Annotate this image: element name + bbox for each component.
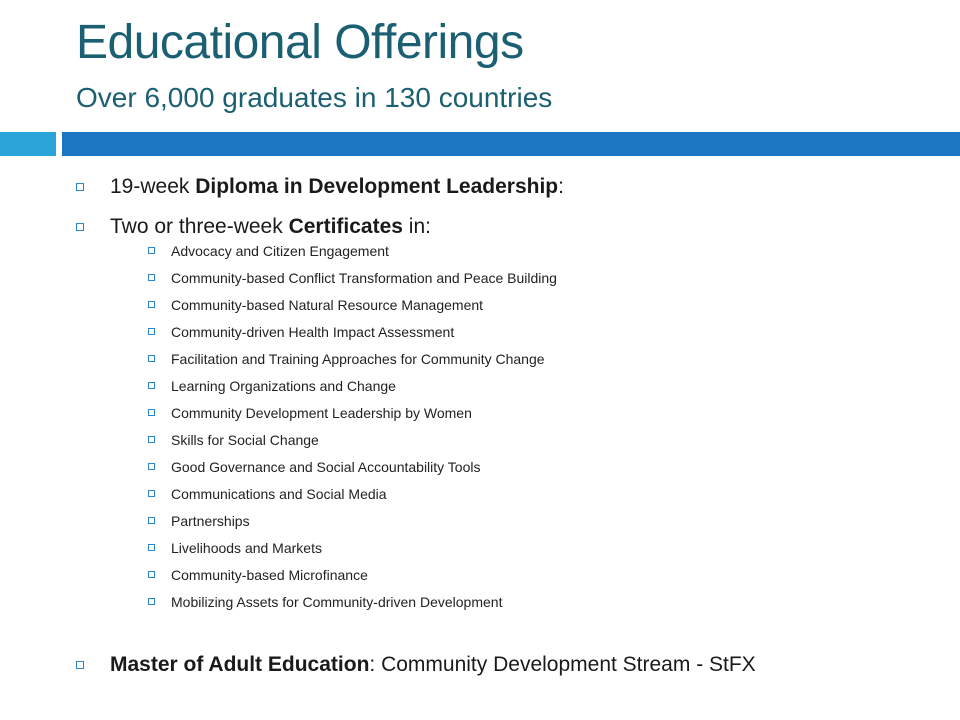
square-bullet-icon [76,183,84,191]
certificate-item-label: Community-based Natural Resource Management [171,297,484,313]
square-bullet-icon [148,598,155,605]
square-bullet-icon [148,571,155,578]
bullet-suffix: in: [402,215,431,238]
bullet-bold: Diploma in Development Leadership [195,175,559,198]
square-bullet-icon [148,328,155,335]
bullet-suffix: : [558,175,564,198]
square-bullet-icon [148,436,155,443]
square-bullet-icon [148,490,155,497]
certificate-item-label: Community-based Conflict Transformation and Peace Building [171,270,557,286]
slide-title: Educational Offerings [76,16,524,69]
certificate-item-label: Community-driven Health Impact Assessment [171,324,455,340]
certificate-item-label: Advocacy and Citizen Engagement [171,243,389,259]
square-bullet-icon [76,223,84,231]
bullet-text [110,214,431,240]
square-bullet-icon [148,274,155,281]
certificate-item-label: Community-based Microfinance [171,567,368,583]
bullet-text [110,174,564,200]
bullet-text [110,652,756,678]
certificate-item-label: Community Development Leadership by Women [171,405,472,421]
square-bullet-icon [148,301,155,308]
square-bullet-icon [148,355,155,362]
square-bullet-icon [76,661,84,669]
square-bullet-icon [148,544,155,551]
certificate-item-label: Learning Organizations and Change [171,378,396,394]
square-bullet-icon [148,382,155,389]
slide-subtitle: Over 6,000 graduates in 130 countries [76,82,553,113]
certificate-item-label: Skills for Social Change [171,432,319,448]
certificate-item-label: Partnerships [171,513,250,529]
square-bullet-icon [148,247,155,254]
square-bullet-icon [148,517,155,524]
certificate-item-label: Mobilizing Assets for Community-driven Development [171,594,503,610]
bullet-prefix: Two or three-week [110,215,289,238]
accent-bar-left [0,132,56,156]
square-bullet-icon [148,409,155,416]
bullet-suffix: : Community Development Stream - StFX [369,653,756,676]
bullet-bold: Master of Adult Education [110,653,370,676]
square-bullet-icon [148,463,155,470]
bullet-prefix: 19-week [110,175,196,198]
certificate-item-label: Livelihoods and Markets [171,540,322,556]
certificate-item-label: Communications and Social Media [171,486,387,502]
certificate-item-label: Facilitation and Training Approaches for Community Change [171,351,545,367]
certificate-item-label: Good Governance and Social Accountability Tools [171,459,481,475]
accent-bar-main [62,132,960,156]
bullet-bold: Certificates [288,215,403,238]
